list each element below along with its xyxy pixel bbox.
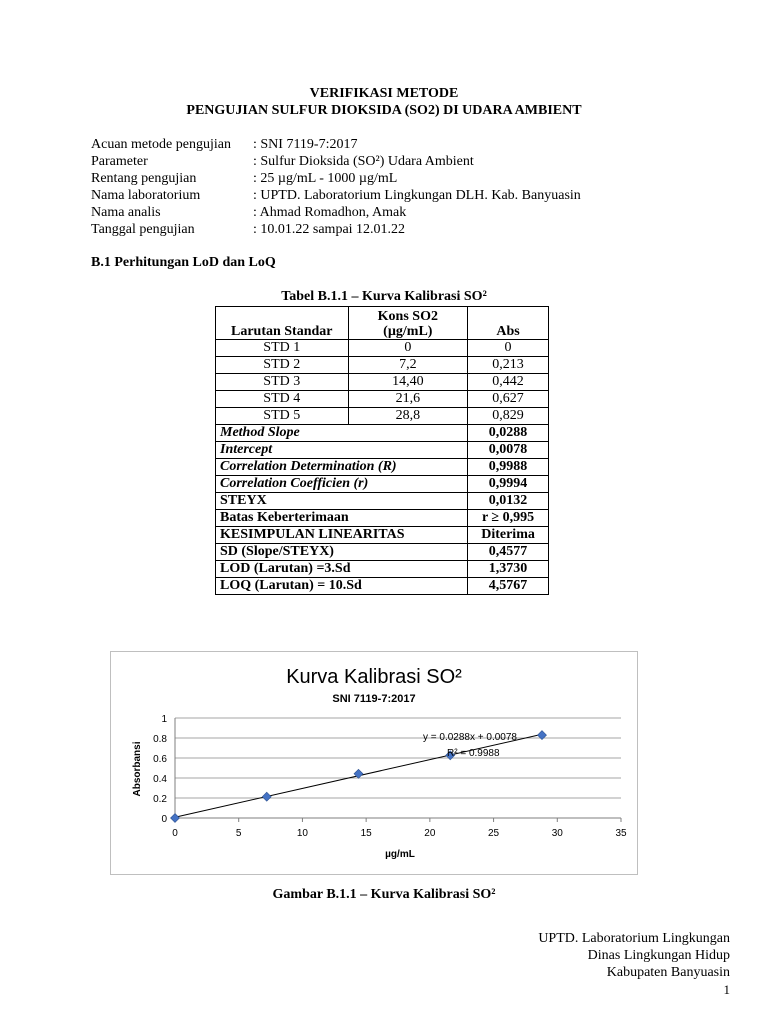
chart-y-axis-label: Absorbansi	[132, 741, 143, 797]
chart-grid	[175, 718, 621, 818]
chart-data-point	[171, 814, 180, 823]
chart-x-tick-label: 15	[360, 828, 372, 839]
table-header-row	[216, 307, 549, 340]
cell-kons: 28,8	[348, 408, 468, 425]
stat-value: 0,0288	[468, 425, 549, 442]
footer-line: Kabupaten Banyuasin	[606, 965, 730, 980]
footer-line: Dinas Lingkungan Hidup	[587, 948, 730, 963]
chart-points	[171, 731, 547, 823]
calibration-table	[215, 306, 549, 595]
chart-subtitle: SNI 7119-7:2017	[332, 693, 416, 705]
document-title-line2: PENGUJIAN SULFUR DIOKSIDA (SO2) DI UDARA AMBIENT	[186, 103, 582, 118]
stat-row-sd	[216, 544, 549, 561]
stat-label: LOD (Larutan) =3.Sd	[216, 561, 468, 578]
chart-y-tick-label: 1	[161, 714, 167, 725]
stat-label: Method Slope	[216, 425, 468, 442]
cell-std: STD 2	[216, 357, 349, 374]
chart-y-tick-label: 0.8	[153, 734, 167, 745]
chart-x-tick-label: 5	[235, 828, 242, 839]
meta-row-analyst	[91, 204, 581, 221]
chart-axes	[175, 718, 621, 822]
chart-equation-label: y = 0.0288x + 0.0078	[423, 732, 517, 743]
stat-value: 4,5767	[468, 578, 549, 595]
meta-label: Acuan metode pengujian	[91, 137, 231, 152]
stat-row-linearity-conclusion	[216, 527, 549, 544]
header-kons-line2: (µg/mL)	[383, 324, 433, 339]
cell-kons: 0	[348, 340, 468, 357]
stat-row-loq	[216, 578, 549, 595]
stat-label: LOQ (Larutan) = 10.Sd	[216, 578, 468, 595]
table-row	[216, 340, 549, 357]
method-info	[91, 136, 581, 238]
table-caption: Tabel B.1.1 – Kurva Kalibrasi SO²	[281, 289, 487, 304]
meta-value: : UPTD. Laboratorium Lingkungan DLH. Kab. Banyuasin	[253, 188, 581, 203]
stat-row-correlation-coefficient	[216, 476, 549, 493]
cell-kons: 21,6	[348, 391, 468, 408]
chart-y-tick-label: 0.4	[153, 774, 167, 785]
table-row	[216, 391, 549, 408]
stat-label: STEYX	[216, 493, 468, 510]
stat-row-intercept	[216, 442, 549, 459]
chart-r2-label: R² = 0.9988	[447, 748, 500, 759]
meta-value: : SNI 7119-7:2017	[253, 137, 358, 152]
cell-abs: 0,829	[468, 408, 549, 425]
header-abs: Abs	[468, 307, 549, 340]
chart-x-tick-label: 10	[296, 828, 308, 839]
stat-label: Correlation Coefficien (r)	[216, 476, 468, 493]
chart-y-tick-label: 0.6	[153, 754, 167, 765]
chart-x-tick-label: 20	[424, 828, 436, 839]
meta-value: : Ahmad Romadhon, Amak	[253, 205, 407, 220]
stat-value: Diterima	[468, 527, 549, 544]
cell-abs: 0,442	[468, 374, 549, 391]
chart-y-tick-label: 0.2	[153, 794, 167, 805]
chart-x-tick-label: 30	[551, 828, 563, 839]
stat-row-steyx	[216, 493, 549, 510]
chart-y-tick-label: 0	[161, 814, 167, 825]
cell-abs: 0,627	[468, 391, 549, 408]
stat-label: Intercept	[216, 442, 468, 459]
cell-kons: 7,2	[348, 357, 468, 374]
meta-value: : 10.01.22 sampai 12.01.22	[253, 222, 406, 237]
chart-x-tick-label: 35	[615, 828, 627, 839]
chart-x-axis-label: µg/mL	[385, 849, 415, 860]
meta-row-range	[91, 170, 581, 187]
table-row	[216, 357, 549, 374]
table-row	[216, 408, 549, 425]
section-heading: B.1 Perhitungan LoD dan LoQ	[91, 255, 276, 270]
stat-value: 0,9994	[468, 476, 549, 493]
meta-row-laboratory	[91, 187, 581, 204]
stat-row-lod	[216, 561, 549, 578]
stat-label: Batas Keberterimaan	[216, 510, 468, 527]
meta-row-date	[91, 221, 581, 238]
cell-std: STD 1	[216, 340, 349, 357]
header-kons-line1: Kons SO2	[377, 309, 438, 324]
stat-value: 1,3730	[468, 561, 549, 578]
meta-row-parameter	[91, 153, 581, 170]
footer-institution	[538, 930, 730, 981]
cell-kons: 14,40	[348, 374, 468, 391]
figure-caption: Gambar B.1.1 – Kurva Kalibrasi SO²	[272, 887, 496, 902]
meta-row-reference	[91, 136, 581, 153]
header-kons-so2	[348, 307, 468, 340]
meta-label: Rentang pengujian	[91, 171, 197, 186]
stat-value: 0,0078	[468, 442, 549, 459]
meta-label: Tanggal pengujian	[91, 222, 195, 237]
stat-row-method-slope	[216, 425, 549, 442]
stat-value: 0,0132	[468, 493, 549, 510]
stat-value: r ≥ 0,995	[468, 510, 549, 527]
stat-label: Correlation Determination (R)	[216, 459, 468, 476]
stat-label: KESIMPULAN LINEARITAS	[216, 527, 468, 544]
meta-value: : 25 µg/mL - 1000 µg/mL	[253, 171, 398, 186]
meta-value: : Sulfur Dioksida (SO²) Udara Ambient	[253, 154, 474, 169]
cell-std: STD 5	[216, 408, 349, 425]
meta-label: Nama analis	[91, 205, 161, 220]
cell-abs: 0	[468, 340, 549, 357]
stat-row-acceptance-limit	[216, 510, 549, 527]
meta-label: Parameter	[91, 154, 148, 169]
chart-tick-labels	[153, 714, 627, 839]
table-row	[216, 374, 549, 391]
chart-x-tick-label: 25	[488, 828, 500, 839]
footer-line: UPTD. Laboratorium Lingkungan	[538, 931, 730, 946]
page-number: 1	[723, 982, 730, 997]
document-title-line1: VERIFIKASI METODE	[309, 86, 459, 101]
meta-label: Nama laboratorium	[91, 188, 201, 203]
stat-value: 0,9988	[468, 459, 549, 476]
chart-x-tick-label: 0	[172, 828, 178, 839]
chart-data-point	[262, 792, 271, 801]
cell-std: STD 4	[216, 391, 349, 408]
header-larutan-standar: Larutan Standar	[216, 307, 349, 340]
cell-std: STD 3	[216, 374, 349, 391]
chart-title: Kurva Kalibrasi SO²	[286, 666, 462, 688]
calibration-chart	[110, 651, 638, 875]
stat-value: 0,4577	[468, 544, 549, 561]
stat-label: SD (Slope/STEYX)	[216, 544, 468, 561]
chart-canvas	[111, 652, 637, 874]
cell-abs: 0,213	[468, 357, 549, 374]
stat-row-correlation-determination	[216, 459, 549, 476]
